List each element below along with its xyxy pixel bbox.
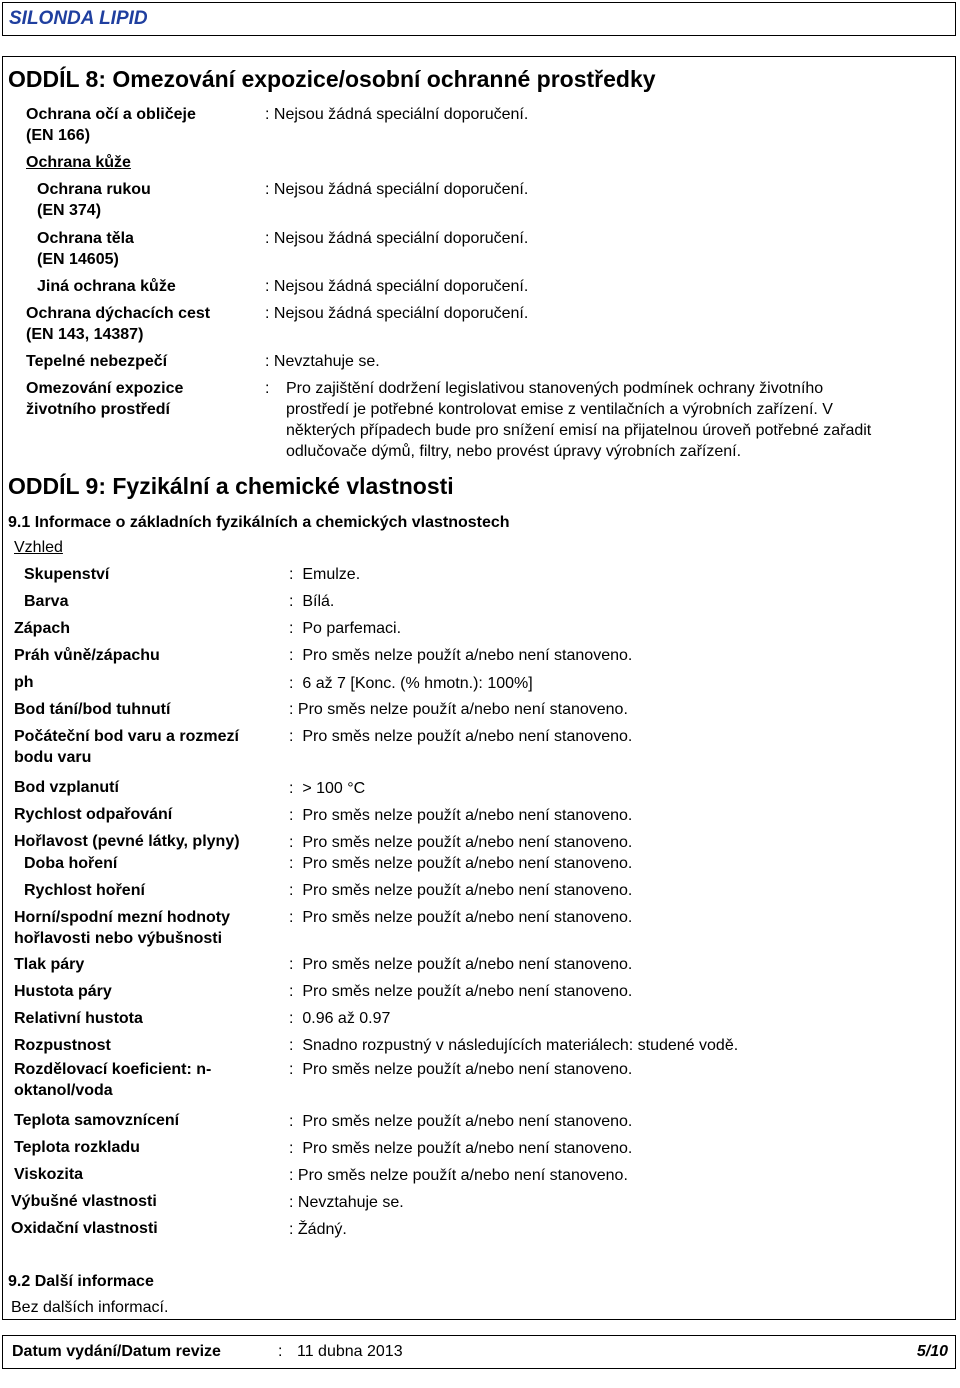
s9-label: Teplota rozkladu [14,1139,140,1156]
s9-value: : Pro směs nelze použít a/nebo není stanoveno. [289,855,633,872]
s9-label: Rozpustnost [14,1037,111,1054]
s9-label: Horní/spodní mezní hodnoty [14,909,230,926]
s8-label: (EN 374) [37,202,102,219]
footer-date: 11 dubna 2013 [297,1343,403,1360]
s9-label: Zápach [14,620,71,637]
s9-label: Hustota páry [14,983,112,1000]
s8-label: Ochrana rukou [37,181,151,198]
s8-label: Ochrana dýchacích cest [26,305,211,322]
s8-value: : [265,380,270,397]
s9-label: ph [14,674,34,691]
s9-value: : 6 až 7 [Konc. (% hmotn.): 100%] [289,675,533,692]
s8-env-line: některých případech bude pro snížení emisí na přijatelnou úroveň potřebné zařadit [286,422,872,439]
s9-label: Bod tání/bod tuhnutí [14,701,171,718]
s9-value: : Pro směs nelze použít a/nebo není stanoveno. [289,1061,633,1078]
s9-value: : Žádný. [289,1221,347,1238]
s8-env-line: prostředí je potřebné kontrolovat emise z ventilačních a výrobních zařízení. V [286,401,833,418]
s8-env-line: Pro zajištění dodržení legislativou stanovených podmínek ochrany životního [286,380,824,397]
s8-label: Ochrana očí a obličeje [26,106,196,123]
s9-value: : Pro směs nelze použít a/nebo není stanoveno. [289,956,633,973]
s9-label: Hořlavost (pevné látky, plyny) [14,833,240,850]
footer-bar [2,1335,956,1369]
s9-value: : Nevztahuje se. [289,1194,404,1211]
s9-value: : 0.96 až 0.97 [289,1010,391,1027]
s9-label: Počáteční bod varu a rozmezí [14,728,239,745]
s9-label: Rychlost hoření [24,882,145,899]
s8-label: Jiná ochrana kůže [37,278,176,295]
s9-label: Doba hoření [24,855,118,872]
section9-title: ODDÍL 9: Fyzikální a chemické vlastnosti [8,473,454,499]
s9-label: Skupenství [24,566,110,583]
footer-label: Datum vydání/Datum revize [12,1343,221,1360]
section9-sub1: 9.1 Informace o základních fyzikálních a chemických vlastnostech [8,514,510,531]
s8-heading-skin: Ochrana kůže [26,154,131,171]
s9-value: : Pro směs nelze použít a/nebo není stanoveno. [289,834,633,851]
s9-label: Teplota samovznícení [14,1112,180,1129]
s9-value: : Pro směs nelze použít a/nebo není stanoveno. [289,1113,633,1130]
s9-label: Viskozita [14,1166,84,1183]
s8-value: : Nejsou žádná speciální doporučení. [265,181,529,198]
s8-label: Omezování expozice [26,380,184,397]
section9-sub2: 9.2 Další informace [8,1273,154,1290]
s9-label: bodu varu [14,749,92,766]
s8-label: (EN 14605) [37,251,119,268]
s9-label: oktanol/voda [14,1082,113,1099]
s9-label: Bod vzplanutí [14,779,119,796]
s9-value: : Snadno rozpustný v následujících materiálech: studené vodě. [289,1037,739,1054]
s8-label: Ochrana těla [37,230,134,247]
s9-label: Výbušné vlastnosti [11,1193,157,1210]
s9-label: Tlak páry [14,956,85,973]
s9-value: : Pro směs nelze použít a/nebo není stanoveno. [289,983,633,1000]
s9-value: : Bílá. [289,593,335,610]
s8-value: : Nejsou žádná speciální doporučení. [265,106,529,123]
s9-value: : > 100 °C [289,780,366,797]
s9-value: : Po parfemaci. [289,620,402,637]
header-bar [2,2,956,36]
s9-value: : Pro směs nelze použít a/nebo není stanoveno. [289,882,633,899]
s8-value: : Nevztahuje se. [265,353,380,370]
s8-label: životního prostředí [26,401,170,418]
s8-label: (EN 143, 14387) [26,326,144,343]
s9-value: : Pro směs nelze použít a/nebo není stanoveno. [289,647,633,664]
s8-value: : Nejsou žádná speciální doporučení. [265,305,529,322]
section9-sub2-text: Bez dalších informací. [11,1299,169,1316]
product-name: SILONDA LIPID [9,8,148,29]
s9-label: Práh vůně/zápachu [14,647,160,664]
section8-title: ODDÍL 8: Omezování expozice/osobní ochranné prostředky [8,66,656,92]
s9-value: : Pro směs nelze použít a/nebo není stanoveno. [289,1167,628,1184]
s9-value: : Pro směs nelze použít a/nebo není stanoveno. [289,1140,633,1157]
s8-label: (EN 166) [26,127,91,144]
s9-label: Barva [24,593,69,610]
s9-label: Relativní hustota [14,1010,143,1027]
s9-value: : Pro směs nelze použít a/nebo není stanoveno. [289,701,628,718]
s9-label: Rychlost odpařování [14,806,173,823]
s9-label: Oxidační vlastnosti [11,1220,158,1237]
s9-value: : Pro směs nelze použít a/nebo není stanoveno. [289,728,633,745]
s9-value: : Pro směs nelze použít a/nebo není stanoveno. [289,807,633,824]
s8-env-line: odlučovače dýmů, filtry, nebo provést úpravy výrobních zařízení. [286,443,742,460]
s8-value: : Nejsou žádná speciální doporučení. [265,278,529,295]
s8-label: Tepelné nebezpečí [26,353,168,370]
s9-label: Rozdělovací koeficient: n- [14,1061,212,1078]
appearance-heading: Vzhled [14,539,63,556]
s9-label: hořlavosti nebo výbušnosti [14,930,223,947]
s9-value: : Emulze. [289,566,361,583]
footer-colon: : [278,1343,283,1360]
s9-value: : Pro směs nelze použít a/nebo není stanoveno. [289,909,633,926]
s8-value: : Nejsou žádná speciální doporučení. [265,230,529,247]
page-number: 5/10 [916,1343,948,1360]
